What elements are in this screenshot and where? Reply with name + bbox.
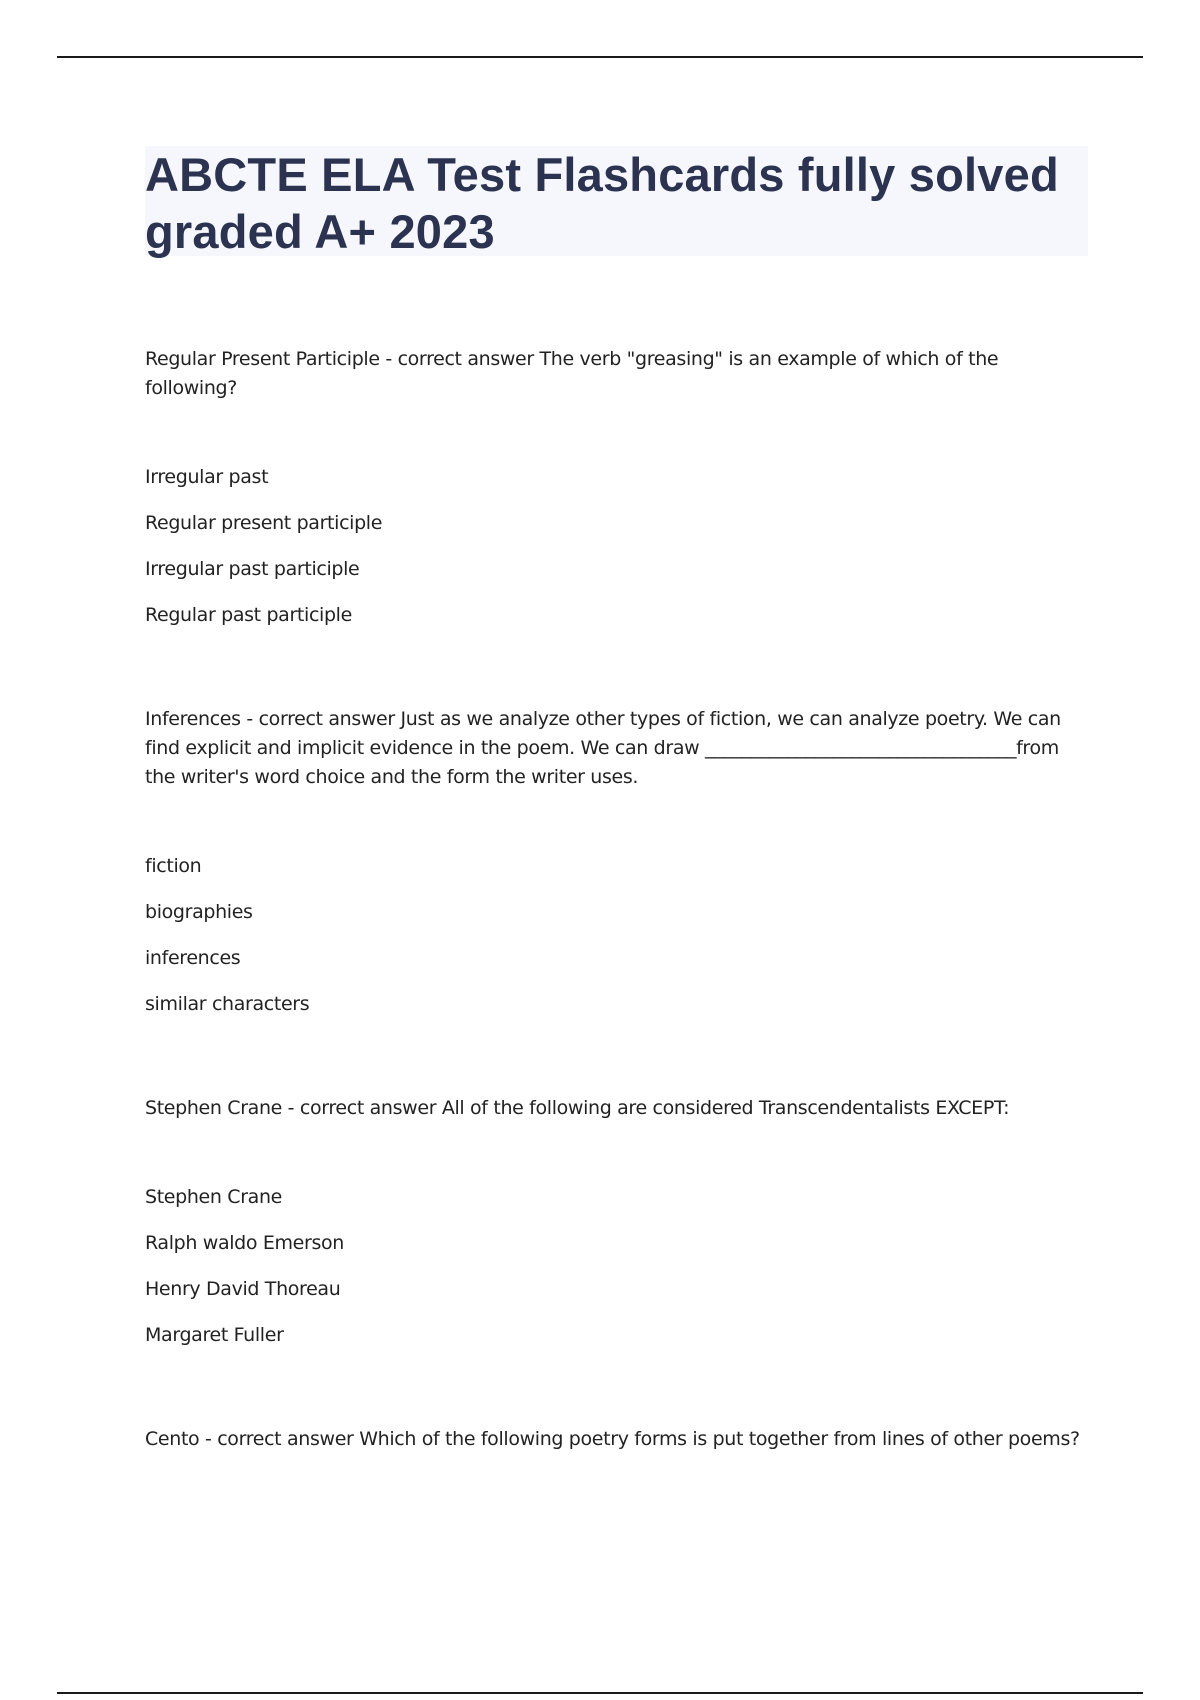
answer-option: Ralph waldo Emerson (145, 1232, 344, 1254)
answer-options (145, 852, 1085, 1036)
flashcard-list (145, 345, 1085, 1512)
flashcard-question: Cento - correct answer Which of the following poetry forms is put together from lines of other poems? (145, 1428, 1080, 1450)
flashcard-question: Regular Present Participle - correct answer The verb "greasing" is an example of which of the following? (145, 348, 999, 399)
answer-option: Regular present participle (145, 512, 383, 534)
answer-option: Irregular past participle (145, 558, 360, 580)
top-divider (57, 56, 1143, 58)
answer-option: Stephen Crane (145, 1186, 282, 1208)
bottom-divider (57, 1692, 1143, 1694)
flashcard-question: Stephen Crane - correct answer All of the following are considered Transcendentalists EXCEPT: (145, 1097, 1010, 1119)
answer-option: Margaret Fuller (145, 1324, 284, 1346)
answer-option: inferences (145, 947, 241, 969)
flashcard (145, 1094, 1085, 1367)
answer-option: similar characters (145, 993, 310, 1015)
answer-options (145, 1183, 1085, 1367)
answer-options (145, 463, 1085, 647)
flashcard (145, 705, 1085, 1036)
answer-option: biographies (145, 901, 253, 923)
flashcard-question: Inferences - correct answer Just as we analyze other types of fiction, we can analyze poetry. We can find explicit and implicit evidence in the poem. We can draw __________________________________from the writer's word choice and the form the writer uses. (145, 708, 1061, 788)
answer-option: Henry David Thoreau (145, 1278, 341, 1300)
flashcard (145, 1425, 1085, 1454)
answer-option: Irregular past (145, 466, 269, 488)
flashcard (145, 345, 1085, 647)
page-title: ABCTE ELA Test Flashcards fully solved graded A+ 2023 (145, 148, 1059, 258)
answer-option: fiction (145, 855, 202, 877)
answer-option: Regular past participle (145, 604, 352, 626)
